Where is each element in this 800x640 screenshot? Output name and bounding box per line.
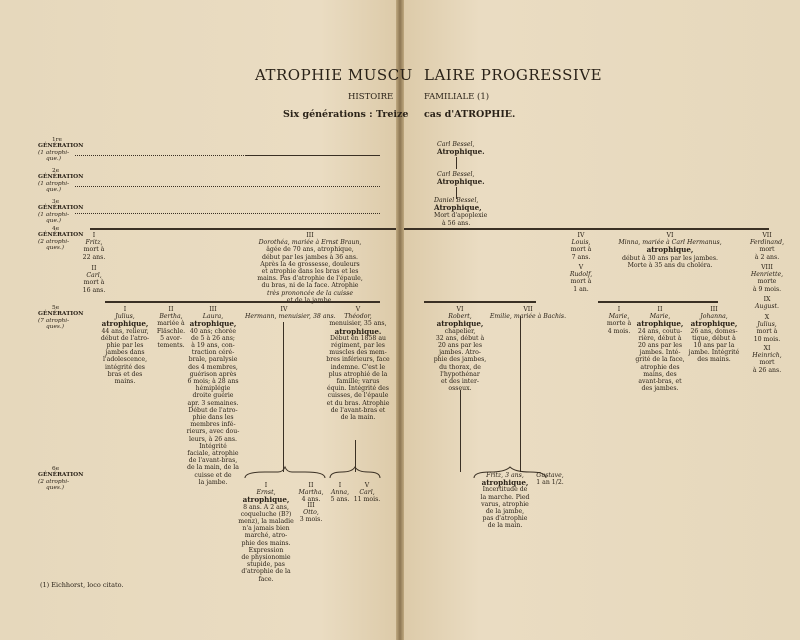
entry-line: de la main.	[487, 522, 523, 530]
entry-line: droite guérie	[192, 392, 234, 400]
entry-line: atrophique,	[101, 319, 149, 329]
entry-line: Incertitude de	[482, 486, 528, 494]
entry-line: leurs, à 26 ans.	[188, 435, 237, 443]
subtitle-right: FAMILIALE (1)	[424, 92, 490, 102]
entry-line: chapelier,	[444, 327, 476, 335]
entry-line: membres infé-	[190, 421, 236, 429]
subtitle-left: HISTOIRE	[348, 92, 394, 102]
entry-line: 40 ans; chorée	[189, 327, 237, 335]
entry-line: atrophique,	[242, 495, 290, 505]
subtitle2-right: cas d'ATROPHIE.	[424, 109, 516, 120]
gen6-fritz	[474, 472, 536, 530]
entry-line: 32 ans, début à	[435, 334, 485, 342]
entry-number: V	[364, 482, 370, 489]
entry-line: Marie,	[608, 313, 630, 321]
entry-line: Otto,	[303, 509, 319, 517]
entry-line: l'hypothénar	[440, 370, 480, 378]
entry-line: 24 ans, coutu-	[637, 327, 683, 335]
entry-line: atrophique,	[189, 319, 237, 329]
entry-line: Hermann, menuisier, 38 ans.	[245, 313, 336, 321]
entry-line: stupide, pas	[247, 561, 285, 569]
entry-line: atrophique.	[334, 326, 382, 336]
ancestor-gen3: Daniel Bessel, Atrophique, Mort d'apoplexie à 56 ans.	[434, 197, 488, 227]
gen6-carl	[352, 482, 382, 504]
gen6-gustave	[530, 472, 570, 486]
entry-line: et du bras. Atrophie	[326, 399, 390, 407]
entry-line: de 5 à 26 ans;	[191, 334, 235, 342]
entry-line: menuisier, 35 ans,	[329, 320, 387, 328]
entry-line: mariée à	[157, 320, 185, 328]
entry-line: Laura,	[202, 313, 224, 321]
title-right: LAIRE PROGRESSIVE	[424, 66, 603, 84]
gen4-rudolf: V Rudolf, mort à 1 an.	[569, 264, 593, 293]
gen4-dorothea: III Dorothéa, mariée à Ernst Braun, âgée de 70 ans, atrophique, début par les jambes à 36 ans. Après la 4e grossesse, douleurs et atrophie dans les bras et les mains. Pas d'atrophie de l'épaule, du bras, ni de la face. Atrophie très prononcée de la cuisse et de la jambe.	[257, 232, 363, 304]
entry-line: Début en 1858 au	[329, 334, 387, 342]
entry-line: rière, début à	[638, 334, 682, 342]
entry-line: 26 ans, domes-	[690, 327, 738, 335]
entry-number: II	[657, 306, 663, 313]
entry-line: traction céré-	[191, 349, 235, 357]
entry-number: III	[710, 306, 718, 313]
gen4-august: IX August.	[754, 296, 780, 311]
entry-line: atrophie des	[640, 363, 680, 371]
entry-line: brale, paralysie	[188, 356, 238, 364]
entry-line: atrophique,	[636, 319, 684, 329]
entry-line: Expression	[248, 546, 284, 554]
gen4-julius: X Julius, mort à 10 mois.	[753, 314, 781, 343]
entry-line: Début de l'atro-	[188, 406, 238, 414]
entry-line: l'adolescence,	[102, 356, 148, 364]
entry-line: varus, atrophie	[481, 500, 529, 508]
entry-line: apr. 3 semaines.	[187, 399, 239, 407]
entry-line: jambe. Intégrité	[688, 349, 740, 357]
gen4-carl: II Carl, mort à 16 ans.	[82, 265, 106, 294]
entry-line: de l'avant-bras,	[188, 457, 238, 465]
entry-number: V	[355, 306, 361, 313]
entry-line: 4 ans.	[301, 496, 321, 504]
entry-line: phie des jambes,	[433, 356, 487, 364]
entry-line: atrophique,	[690, 319, 738, 329]
entry-line: 44 ans, relieur,	[101, 327, 149, 335]
entry-line: phie dans les	[192, 414, 234, 422]
entry-line: début de l'atro-	[100, 334, 150, 342]
entry-line: et des inter-	[440, 378, 480, 386]
entry-line: phie par les	[106, 342, 144, 350]
entry-line: Gustave,	[536, 472, 564, 479]
generation-label-2: 2e GÉNÉRATION (1 atrophi- que.)	[38, 168, 84, 194]
gen6-otto	[297, 502, 325, 524]
entry-line: d'atrophie de la	[241, 568, 291, 576]
entry-line: rieurs, avec dou-	[186, 428, 240, 436]
entry-line: Julius,	[115, 313, 135, 321]
entry-line: cuisses, de l'épaule	[327, 392, 389, 400]
ancestor-gen1: Carl Bessel, Atrophique.	[437, 141, 485, 157]
gen6-martha	[297, 482, 325, 504]
entry-line: des mains.	[697, 356, 731, 364]
entry-number: III	[209, 306, 217, 313]
entry-line: bras et des	[107, 370, 143, 378]
entry-line: du thorax, de	[439, 363, 481, 371]
entry-line: 5 ans.	[330, 496, 350, 504]
entry-line: indemne. C'est le	[330, 363, 386, 371]
entry-line: Carl,	[359, 489, 375, 497]
entry-line: Intégrité	[199, 442, 227, 450]
entry-number: I	[617, 306, 621, 313]
entry-line: de l'avant-bras et	[330, 406, 386, 414]
generation-label-4: 4e GÉNÉRATION (2 atrophi- ques.)	[38, 226, 84, 252]
entry-line: jambes. Atro-	[439, 349, 481, 357]
gen4-minna: VI Minna, mariée à Carl Hermanus, atrophique, début à 30 ans par les jambes. Morte à 35 ans du choléra.	[618, 232, 722, 269]
entry-line: atrophique,	[436, 319, 484, 329]
gen6-ernst	[236, 482, 296, 583]
ancestor-gen2: Carl Bessel, Atrophique.	[437, 171, 485, 187]
entry-number: II	[308, 482, 314, 489]
entry-line: Johanna,	[700, 313, 728, 321]
entry-line: Bertha,	[159, 313, 183, 321]
entry-line: 5 avor-	[160, 334, 182, 342]
entry-line: guérison après	[189, 370, 237, 378]
entry-line: 3 mois.	[299, 516, 323, 524]
entry-line: Fläschle.	[156, 327, 186, 335]
entry-line: coqueluche (B?)	[240, 510, 292, 518]
generation-label-5: 5e GÉNÉRATION (7 atrophi- ques.)	[38, 305, 84, 331]
entry-line: menz), la maladie	[238, 518, 294, 526]
entry-line: plus atrophié de la	[328, 370, 388, 378]
entry-line: à 19 ans, con-	[191, 342, 235, 350]
entry-line: 11 mois.	[353, 496, 381, 504]
entry-line: la jambe.	[198, 478, 228, 486]
entry-line: n'a jamais bien	[242, 525, 290, 533]
entry-line: face.	[258, 575, 274, 583]
generation-label-3: 3e GÉNÉRATION (1 atrophi- que.)	[38, 199, 84, 225]
entry-line: hémiplégie	[195, 385, 231, 393]
entry-line: faciale, atrophie	[187, 450, 239, 458]
gen4-fritz: I Fritz, mort à 22 ans.	[82, 232, 106, 261]
entry-number: III	[307, 502, 315, 509]
entry-line: famille; varus	[336, 378, 380, 386]
entry-line: Anna,	[330, 489, 350, 497]
entry-number: I	[338, 482, 342, 489]
entry-line: osseux.	[448, 385, 472, 393]
footnote: (1) Eichhorst, loco citato.	[40, 581, 124, 589]
entry-line: Fritz, 3 ans,	[486, 472, 524, 479]
entry-line: 10 ans par la	[693, 342, 735, 350]
entry-line: Martha,	[298, 489, 324, 497]
subtitle2-left: Six générations : Treize	[283, 109, 409, 120]
entry-line: mains, des	[643, 370, 677, 378]
gen6-anna	[328, 482, 352, 504]
entry-number: IV	[280, 306, 288, 313]
entry-line: jambes. Inté-	[639, 349, 681, 357]
entry-line: Emilie, mariée à Bachis.	[489, 313, 567, 321]
entry-line: de la main, de la	[187, 464, 239, 472]
entry-line: grité de la face,	[635, 356, 685, 364]
entry-line: équin. Intégrité des	[327, 385, 389, 393]
entry-line: la marche. Pied	[480, 493, 530, 501]
entry-line: tements.	[157, 342, 185, 350]
entry-line: régiment, par les	[331, 342, 385, 350]
entry-line: 4 mois.	[607, 327, 631, 335]
entry-line: des 4 membres,	[188, 363, 238, 371]
generation-label-6: 6e GÉNÉRATION (2 atrophi- ques.)	[38, 466, 84, 492]
entry-line: jambes dans	[105, 349, 145, 357]
entry-line: 20 ans par les	[437, 342, 483, 350]
entry-line: Robert,	[448, 313, 472, 321]
entry-line: marché, atro-	[244, 532, 288, 540]
entry-line: Ernst,	[256, 489, 276, 497]
entry-line: Marie,	[649, 313, 671, 321]
title-left: ATROPHIE MUSCU	[255, 66, 413, 84]
entry-line: de la jambe,	[485, 508, 525, 516]
entry-line: pas d'atrophie	[482, 515, 528, 523]
gen4-heinrich: XI Heinrich, mort à 26 ans.	[752, 345, 782, 374]
gen4-louis: IV Louis, mort à 7 ans.	[570, 232, 592, 261]
generation-label-1: 1re GÉNÉRATION (1 atrophi- que.)	[38, 137, 84, 163]
entry-line: de la main.	[340, 414, 376, 422]
entry-line: 1 an 1/2.	[536, 479, 564, 487]
entry-line: atrophique,	[481, 478, 529, 488]
entry-line: bres inférieurs, face	[326, 356, 390, 364]
entry-line: phie des mains.	[241, 539, 291, 547]
entry-line: mains.	[114, 378, 136, 386]
entry-line: avant-bras, et	[638, 378, 682, 386]
entry-number: I	[123, 306, 127, 313]
entry-line: intégrité des	[105, 363, 145, 371]
entry-number: VI	[456, 306, 464, 313]
entry-line: muscles des mem-	[329, 349, 387, 357]
entry-line: Théodor,	[344, 313, 372, 321]
entry-line: 8 ans. A 2 ans,	[243, 503, 289, 511]
entry-line: tique, début à	[692, 334, 736, 342]
entry-line: de physionomie	[241, 554, 291, 562]
entry-line: 20 ans par les	[637, 342, 683, 350]
entry-number: I	[264, 482, 268, 489]
entry-line: morte à	[606, 320, 632, 328]
entry-line: des jambes.	[641, 385, 679, 393]
gen4-henriette: VIII Henriette, morte à 9 mois.	[750, 264, 784, 293]
entry-number: VII	[523, 306, 533, 313]
entry-line: cuisse et de	[194, 471, 232, 479]
entry-line: 6 mois; à 28 ans	[187, 378, 239, 386]
gen4-ferdinand: VII Ferdinand, mort à 2 ans.	[749, 232, 785, 261]
entry-number: II	[168, 306, 174, 313]
